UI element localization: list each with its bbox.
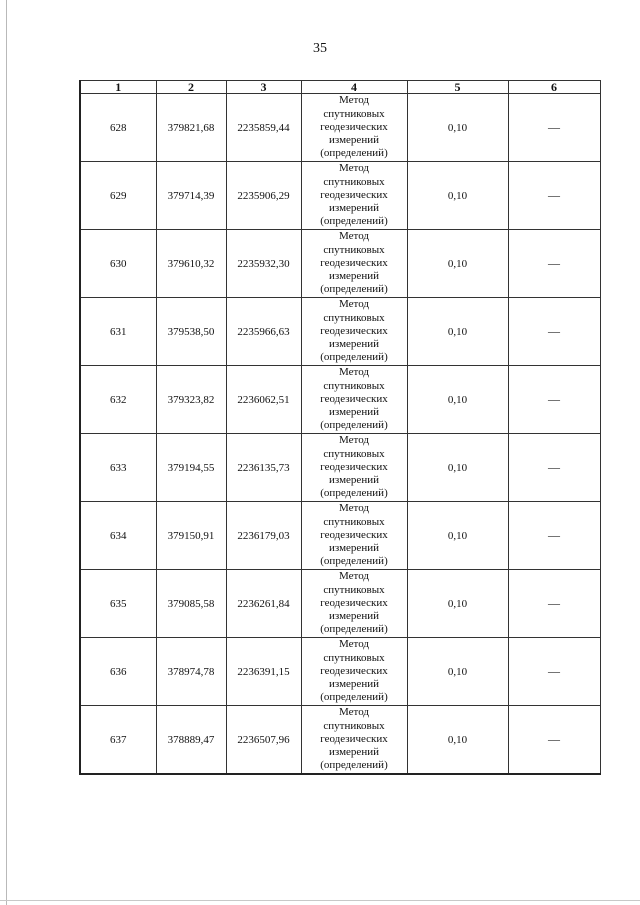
method-cell: [301, 162, 407, 230]
point-number-cell: 636: [80, 638, 156, 706]
method-line: геодезических: [320, 460, 388, 473]
x-coordinate-cell: 379085,58: [156, 570, 226, 638]
x-coordinate-cell: 379714,39: [156, 162, 226, 230]
method-line: геодезических: [320, 256, 388, 269]
point-number-cell: 631: [80, 298, 156, 366]
note-cell: —: [508, 366, 600, 434]
method-line: Метод: [339, 94, 369, 107]
method-line: Метод: [339, 434, 369, 447]
method-line: измерений: [329, 474, 379, 487]
table-row: [80, 94, 600, 162]
y-coordinate-cell: 2236507,96: [226, 706, 301, 775]
method-line: Метод: [339, 230, 369, 243]
y-coordinate-cell: 2235966,63: [226, 298, 301, 366]
method-line: измерений: [329, 134, 379, 147]
method-line: спутниковых: [323, 107, 385, 120]
method-line: геодезических: [320, 120, 388, 133]
y-coordinate-cell: 2235859,44: [226, 94, 301, 162]
table-body: [80, 94, 600, 775]
x-coordinate-cell: 379194,55: [156, 434, 226, 502]
method-line: (определений): [320, 487, 388, 500]
method-line: геодезических: [320, 528, 388, 541]
column-header-3: 3: [226, 81, 301, 94]
method-line: геодезических: [320, 188, 388, 201]
method-line: измерений: [329, 270, 379, 283]
x-coordinate-cell: 378974,78: [156, 638, 226, 706]
table-row: [80, 162, 600, 230]
method-line: спутниковых: [323, 243, 385, 256]
method-cell: [301, 638, 407, 706]
method-line: спутниковых: [323, 515, 385, 528]
method-line: (определений): [320, 555, 388, 568]
method-line: спутниковых: [323, 447, 385, 460]
method-line: геодезических: [320, 732, 388, 745]
method-line: спутниковых: [323, 311, 385, 324]
method-line: Метод: [339, 638, 369, 651]
method-line: Метод: [339, 706, 369, 719]
point-number-cell: 637: [80, 706, 156, 775]
method-line: измерений: [329, 338, 379, 351]
y-coordinate-cell: 2235932,30: [226, 230, 301, 298]
table-row: [80, 230, 600, 298]
note-cell: —: [508, 638, 600, 706]
method-line: измерений: [329, 406, 379, 419]
method-line: спутниковых: [323, 719, 385, 732]
method-line: геодезических: [320, 664, 388, 677]
method-line: (определений): [320, 419, 388, 432]
method-line: измерений: [329, 746, 379, 759]
method-line: (определений): [320, 283, 388, 296]
note-cell: —: [508, 434, 600, 502]
table-row: [80, 638, 600, 706]
method-line: спутниковых: [323, 583, 385, 596]
method-cell: [301, 298, 407, 366]
method-line: Метод: [339, 570, 369, 583]
point-number-cell: 632: [80, 366, 156, 434]
accuracy-cell: 0,10: [407, 638, 508, 706]
method-line: (определений): [320, 759, 388, 772]
column-header-4: 4: [301, 81, 407, 94]
x-coordinate-cell: 379821,68: [156, 94, 226, 162]
accuracy-cell: 0,10: [407, 570, 508, 638]
method-cell: [301, 502, 407, 570]
column-header-2: 2: [156, 81, 226, 94]
method-line: измерений: [329, 678, 379, 691]
accuracy-cell: 0,10: [407, 298, 508, 366]
method-line: Метод: [339, 298, 369, 311]
x-coordinate-cell: 379150,91: [156, 502, 226, 570]
method-line: измерений: [329, 610, 379, 623]
x-coordinate-cell: 379610,32: [156, 230, 226, 298]
coordinates-table: [79, 80, 601, 775]
page-number: 35: [313, 41, 327, 56]
table-row: [80, 366, 600, 434]
column-header-5: 5: [407, 81, 508, 94]
method-line: измерений: [329, 542, 379, 555]
method-line: Метод: [339, 366, 369, 379]
method-cell: [301, 706, 407, 775]
y-coordinate-cell: 2236135,73: [226, 434, 301, 502]
y-coordinate-cell: 2235906,29: [226, 162, 301, 230]
column-header-6: 6: [508, 81, 600, 94]
y-coordinate-cell: 2236391,15: [226, 638, 301, 706]
note-cell: —: [508, 570, 600, 638]
x-coordinate-cell: 379323,82: [156, 366, 226, 434]
method-line: (определений): [320, 351, 388, 364]
x-coordinate-cell: 378889,47: [156, 706, 226, 775]
point-number-cell: 633: [80, 434, 156, 502]
accuracy-cell: 0,10: [407, 434, 508, 502]
method-cell: [301, 230, 407, 298]
point-number-cell: 635: [80, 570, 156, 638]
method-cell: [301, 366, 407, 434]
accuracy-cell: 0,10: [407, 230, 508, 298]
method-cell: [301, 570, 407, 638]
table-row: [80, 706, 600, 775]
point-number-cell: 629: [80, 162, 156, 230]
y-coordinate-cell: 2236179,03: [226, 502, 301, 570]
point-number-cell: 628: [80, 94, 156, 162]
method-cell: [301, 94, 407, 162]
method-line: (определений): [320, 691, 388, 704]
accuracy-cell: 0,10: [407, 706, 508, 775]
method-line: геодезических: [320, 324, 388, 337]
page-bottom-edge: [0, 900, 640, 901]
method-line: Метод: [339, 502, 369, 515]
method-line: Метод: [339, 162, 369, 175]
method-line: измерений: [329, 202, 379, 215]
note-cell: —: [508, 502, 600, 570]
accuracy-cell: 0,10: [407, 366, 508, 434]
table-row: [80, 570, 600, 638]
note-cell: —: [508, 162, 600, 230]
table-row: [80, 434, 600, 502]
method-line: (определений): [320, 215, 388, 228]
note-cell: —: [508, 94, 600, 162]
table-header-row: [80, 81, 600, 94]
accuracy-cell: 0,10: [407, 94, 508, 162]
method-line: геодезических: [320, 596, 388, 609]
method-line: геодезических: [320, 392, 388, 405]
method-line: спутниковых: [323, 175, 385, 188]
column-header-1: 1: [80, 81, 156, 94]
y-coordinate-cell: 2236261,84: [226, 570, 301, 638]
x-coordinate-cell: 379538,50: [156, 298, 226, 366]
table-row: [80, 298, 600, 366]
y-coordinate-cell: 2236062,51: [226, 366, 301, 434]
method-line: (определений): [320, 147, 388, 160]
point-number-cell: 634: [80, 502, 156, 570]
table-row: [80, 502, 600, 570]
note-cell: —: [508, 230, 600, 298]
method-cell: [301, 434, 407, 502]
accuracy-cell: 0,10: [407, 162, 508, 230]
accuracy-cell: 0,10: [407, 502, 508, 570]
point-number-cell: 630: [80, 230, 156, 298]
method-line: (определений): [320, 623, 388, 636]
note-cell: —: [508, 706, 600, 775]
page-left-edge: [6, 0, 7, 905]
method-line: спутниковых: [323, 651, 385, 664]
note-cell: —: [508, 298, 600, 366]
method-line: спутниковых: [323, 379, 385, 392]
